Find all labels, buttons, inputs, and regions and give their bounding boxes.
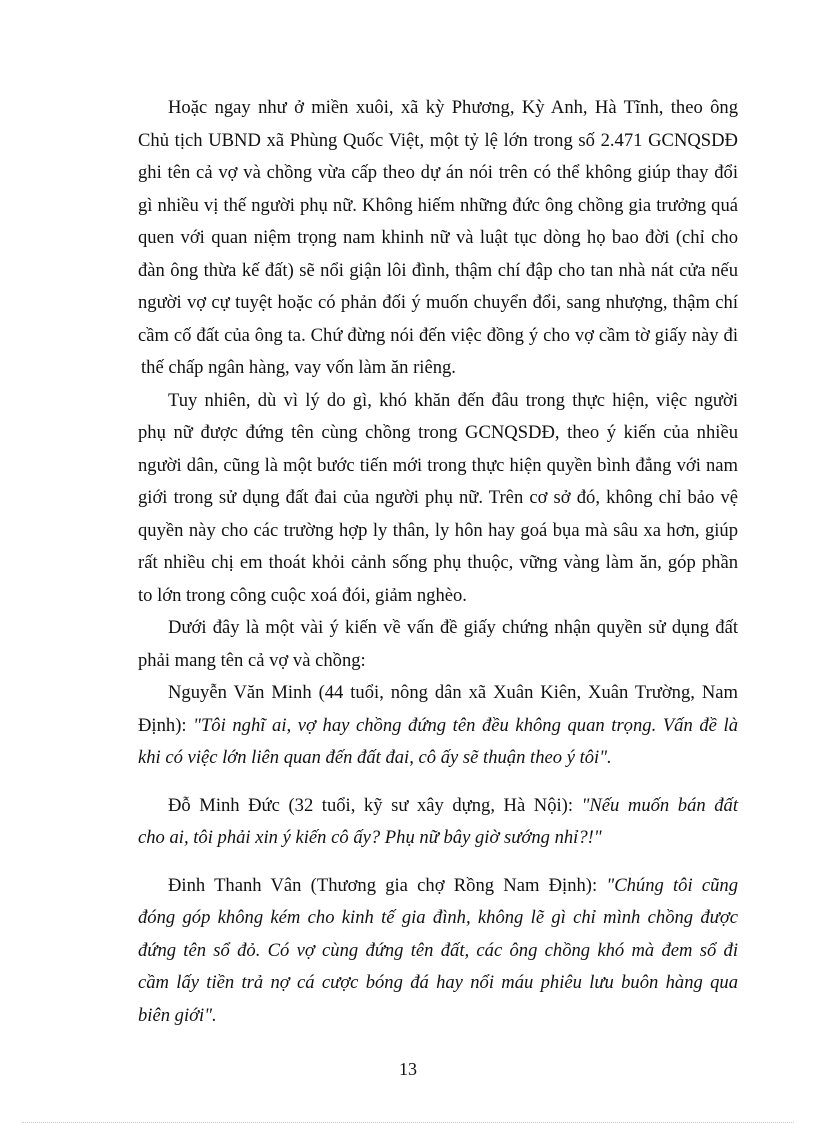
- opinion-quote: "Nếu muốn bán đất: [581, 795, 738, 816]
- paragraph-line: thế chấp ngân hàng, vay vốn làm ăn riêng.: [141, 357, 456, 378]
- opinion-quote-line: biên giới".: [138, 1005, 217, 1026]
- paragraph-line: giới trong sử dụng đất đai của người phụ nữ. Trên cơ sở đó, không chỉ bảo vệ: [138, 487, 738, 508]
- paragraph-line: gì nhiều vị thế người phụ nữ. Không hiếm những đức ông chồng gia trưởng quá: [138, 195, 738, 216]
- opinion-speaker: Nguyễn Văn Minh (44 tuổi, nông dân xã Xuân Kiên, Xuân Trường, Nam: [168, 682, 738, 703]
- paragraph-line: Chủ tịch UBND xã Phùng Quốc Việt, một tỷ lệ lớn trong số 2.471 GCNQSDĐ: [138, 130, 738, 151]
- paragraph-line: quyền này cho các trường hợp ly thân, ly hôn hay goá bụa mà sâu xa hơn, giúp: [138, 520, 738, 541]
- paragraph-line: phải mang tên cả vợ và chồng:: [138, 650, 366, 671]
- opinion-quote-line: cho ai, tôi phải xin ý kiến cô ấy? Phụ nữ bây giờ sướng nhỉ?!": [138, 827, 602, 848]
- opinion-line: [168, 795, 738, 817]
- paragraph-line: ghi tên cả vợ và chồng vừa cấp theo dự án nói trên có thể không giúp thay đổi: [138, 162, 738, 183]
- page-number: 13: [399, 1059, 417, 1079]
- opinion-quote-line: đóng góp không kém cho kinh tế gia đình, không lẽ gì chỉ mình chồng được: [138, 907, 738, 928]
- paragraph-line: Dưới đây là một vài ý kiến về vấn đề giấy chứng nhận quyền sử dụng đất: [168, 617, 738, 638]
- opinion-quote-line: khi có việc lớn liên quan đến đất đai, cô ấy sẽ thuận theo ý tôi".: [138, 747, 612, 768]
- paragraph-line: rất nhiều chị em thoát khỏi cảnh sống phụ thuộc, vững vàng làm ăn, góp phần: [138, 552, 738, 573]
- opinion-quote: "Tôi nghĩ ai, vợ hay chồng đứng tên đều không quan trọng. Vấn đề là: [193, 715, 738, 736]
- opinion-quote: "Chúng tôi cũng: [606, 875, 738, 896]
- paragraph-line: to lớn trong công cuộc xoá đói, giảm nghèo.: [138, 585, 467, 606]
- paragraph-line: phụ nữ được đứng tên cùng chồng trong GCNQSDĐ, theo ý kiến của nhiều: [138, 422, 738, 443]
- opinion-quote-line: cầm lấy tiền trả nợ cá cược bóng đá hay nổi máu phiêu lưu buôn hàng qua: [138, 972, 738, 993]
- opinion-speaker: Đỗ Minh Đức (32 tuổi, kỹ sư xây dựng, Hà Nội):: [168, 795, 582, 816]
- paragraph-line: Tuy nhiên, dù vì lý do gì, khó khăn đến đâu trong thực hiện, việc người: [168, 390, 738, 411]
- paragraph-line: người vợ cự tuyệt hoặc có phản đối ý muốn chuyển đổi, sang nhượng, thậm chí: [138, 292, 738, 313]
- paragraph-line: quen với quan niệm trọng nam khinh nữ và luật tục dòng họ bao đời (chỉ cho: [138, 227, 738, 248]
- paragraph-line: cầm cố đất của ông ta. Chứ đừng nói đến việc đồng ý cho vợ cầm tờ giấy này đi: [138, 325, 738, 346]
- opinion-speaker: Đinh Thanh Vân (Thương gia chợ Rồng Nam Định):: [168, 875, 607, 896]
- paragraph-line: Hoặc ngay như ở miền xuôi, xã kỳ Phương, Kỳ Anh, Hà Tĩnh, theo ông: [168, 97, 738, 118]
- opinion-line: [138, 715, 738, 737]
- opinion-line: [168, 875, 738, 897]
- paragraph-line: đàn ông thừa kế đất) sẽ nổi giận lôi đình, thậm chí đập cho tan nhà nát cửa nếu: [138, 260, 738, 281]
- paragraph-line: người dân, cũng là một bước tiến mới trong thực hiện quyền bình đẳng với nam: [138, 455, 738, 476]
- opinion-quote-line: đứng tên sổ đỏ. Có vợ cùng đứng tên đất, các ông chồng khó mà đem sổ đi: [138, 940, 738, 961]
- opinion-speaker-cont: Định):: [138, 715, 194, 736]
